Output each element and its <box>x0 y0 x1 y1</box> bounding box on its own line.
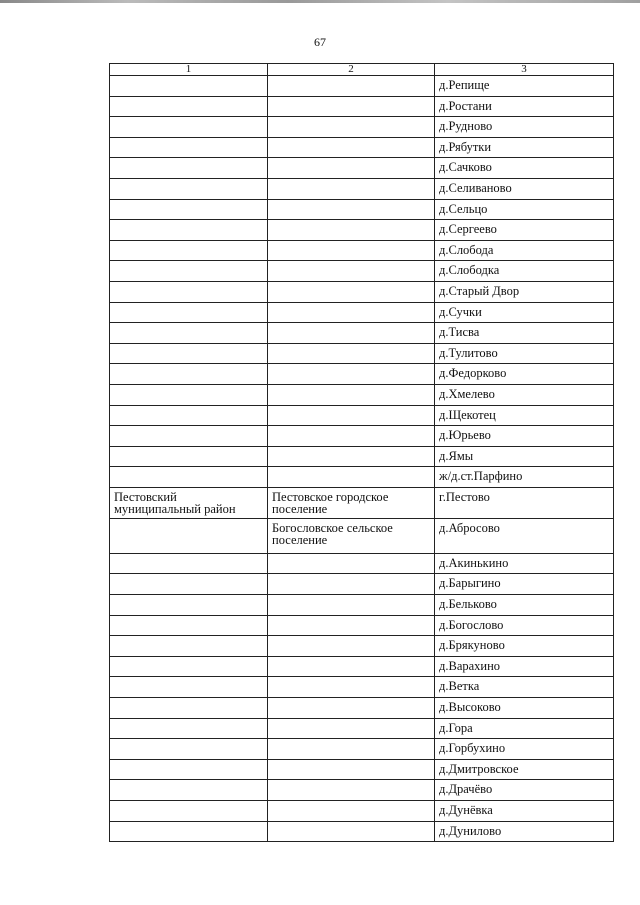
settlement-cell <box>268 426 435 447</box>
settlement-cell <box>268 615 435 636</box>
settlement-cell <box>268 76 435 97</box>
settlement-cell <box>268 137 435 158</box>
table-body-block2 <box>110 553 614 841</box>
locality-cell: д.Горбухино <box>435 739 614 760</box>
settlement-cell <box>268 739 435 760</box>
table-body-block1 <box>110 76 614 488</box>
settlement-cell <box>268 178 435 199</box>
locality-cell: д.Селиваново <box>435 178 614 199</box>
table-row <box>110 801 614 822</box>
settlement-cell <box>268 405 435 426</box>
district-cell <box>110 574 268 595</box>
locality-cell: д.Рябутки <box>435 137 614 158</box>
locality-cell: д.Абросово <box>435 518 614 553</box>
district-cell <box>110 467 268 488</box>
settlement-cell <box>268 446 435 467</box>
table-row <box>110 364 614 385</box>
district-cell <box>110 76 268 97</box>
table-row <box>110 553 614 574</box>
table-row <box>110 96 614 117</box>
settlement-cell <box>268 261 435 282</box>
locality-cell: д.Слобода <box>435 240 614 261</box>
table-row <box>110 178 614 199</box>
table-row <box>110 137 614 158</box>
table-row <box>110 718 614 739</box>
district-cell <box>110 117 268 138</box>
table-row <box>110 323 614 344</box>
district-cell <box>110 281 268 302</box>
locality-cell: д.Репище <box>435 76 614 97</box>
settlement-cell <box>268 384 435 405</box>
table-row <box>110 615 614 636</box>
district-cell <box>110 718 268 739</box>
settlement-cell <box>268 220 435 241</box>
settlement-name: Богословское сельское поселение <box>272 520 393 547</box>
settlement-cell <box>268 574 435 595</box>
district-cell <box>110 636 268 657</box>
locality-cell: д.Федорково <box>435 364 614 385</box>
settlement-cell <box>268 117 435 138</box>
locality-cell: д.Драчёво <box>435 780 614 801</box>
table-row <box>110 487 614 518</box>
settlement-cell <box>268 240 435 261</box>
column-header-1: 1 <box>110 64 268 76</box>
settlement-cell <box>268 636 435 657</box>
locality-cell: д.Тисва <box>435 323 614 344</box>
district-cell <box>110 780 268 801</box>
settlement-cell <box>268 467 435 488</box>
locality-cell: д.Акинькино <box>435 553 614 574</box>
settlement-cell <box>268 718 435 739</box>
settlement-cell <box>268 199 435 220</box>
scan-edge <box>0 0 640 3</box>
locality-cell: д.Рудново <box>435 117 614 138</box>
settlement-cell <box>268 780 435 801</box>
settlement-cell <box>268 553 435 574</box>
table-row <box>110 739 614 760</box>
settlement-cell <box>268 343 435 364</box>
locality-cell: д.Сельцо <box>435 199 614 220</box>
district-cell <box>110 801 268 822</box>
district-cell <box>110 220 268 241</box>
locality-cell: д.Ростани <box>435 96 614 117</box>
district-cell <box>110 240 268 261</box>
locality-cell: д.Хмелево <box>435 384 614 405</box>
settlement-cell <box>268 518 435 553</box>
locality-cell: д.Ямы <box>435 446 614 467</box>
table-row <box>110 117 614 138</box>
table-row <box>110 76 614 97</box>
locality-cell: д.Щекотец <box>435 405 614 426</box>
district-cell <box>110 615 268 636</box>
district-cell <box>110 426 268 447</box>
locality-cell: д.Барыгино <box>435 574 614 595</box>
district-cell <box>110 518 268 553</box>
district-cell <box>110 199 268 220</box>
settlement-cell <box>268 698 435 719</box>
locality-cell: д.Дмитровское <box>435 759 614 780</box>
settlement-cell <box>268 487 435 518</box>
table-row <box>110 158 614 179</box>
table-row <box>110 302 614 323</box>
district-cell <box>110 656 268 677</box>
locality-cell: д.Гора <box>435 718 614 739</box>
table-row <box>110 199 614 220</box>
table-row <box>110 780 614 801</box>
table-body-pestovsky <box>110 487 614 553</box>
table-row <box>110 405 614 426</box>
district-cell <box>110 405 268 426</box>
column-header-2: 2 <box>268 64 435 76</box>
settlement-cell <box>268 281 435 302</box>
district-cell <box>110 446 268 467</box>
locality-cell: г.Пестово <box>435 487 614 518</box>
district-cell <box>110 343 268 364</box>
locality-cell: д.Сергеево <box>435 220 614 241</box>
locality-cell: д.Старый Двор <box>435 281 614 302</box>
table-row <box>110 261 614 282</box>
table-row <box>110 677 614 698</box>
settlements-table <box>109 63 614 842</box>
settlement-cell <box>268 364 435 385</box>
locality-cell: д.Сачково <box>435 158 614 179</box>
district-cell <box>110 384 268 405</box>
district-cell <box>110 96 268 117</box>
district-cell <box>110 677 268 698</box>
page-number: 67 <box>314 35 326 49</box>
district-cell <box>110 821 268 842</box>
table-row <box>110 467 614 488</box>
table-row <box>110 636 614 657</box>
district-cell <box>110 698 268 719</box>
district-name: Пестовский муниципальный район <box>114 489 236 516</box>
locality-cell: д.Варахино <box>435 656 614 677</box>
table-row <box>110 343 614 364</box>
table-row <box>110 281 614 302</box>
table-row <box>110 220 614 241</box>
locality-cell: д.Юрьево <box>435 426 614 447</box>
district-cell <box>110 261 268 282</box>
district-cell <box>110 595 268 616</box>
table-row <box>110 595 614 616</box>
district-cell <box>110 739 268 760</box>
locality-cell: ж/д.ст.Парфино <box>435 467 614 488</box>
settlement-cell <box>268 323 435 344</box>
locality-cell: д.Высоково <box>435 698 614 719</box>
settlement-cell <box>268 759 435 780</box>
district-cell <box>110 759 268 780</box>
table-row <box>110 384 614 405</box>
table-row <box>110 698 614 719</box>
district-cell <box>110 364 268 385</box>
header-row <box>110 64 614 76</box>
settlement-cell <box>268 158 435 179</box>
settlement-name: Пестовское городское поселение <box>272 489 389 516</box>
locality-cell: д.Бельково <box>435 595 614 616</box>
settlement-cell <box>268 821 435 842</box>
locality-cell: д.Брякуново <box>435 636 614 657</box>
settlement-cell <box>268 677 435 698</box>
table-row <box>110 759 614 780</box>
table-row <box>110 446 614 467</box>
settlement-cell <box>268 96 435 117</box>
district-cell <box>110 158 268 179</box>
district-cell <box>110 323 268 344</box>
settlement-cell <box>268 801 435 822</box>
locality-cell: д.Тулитово <box>435 343 614 364</box>
table-row <box>110 426 614 447</box>
district-cell <box>110 553 268 574</box>
column-header-3: 3 <box>435 64 614 76</box>
district-cell <box>110 137 268 158</box>
table-row <box>110 518 614 553</box>
table-row <box>110 821 614 842</box>
locality-cell: д.Сучки <box>435 302 614 323</box>
locality-cell: д.Дунёвка <box>435 801 614 822</box>
locality-cell: д.Богослово <box>435 615 614 636</box>
table-row <box>110 656 614 677</box>
district-cell <box>110 487 268 518</box>
locality-cell: д.Слободка <box>435 261 614 282</box>
locality-cell: д.Дунилово <box>435 821 614 842</box>
district-cell <box>110 302 268 323</box>
settlement-cell <box>268 302 435 323</box>
district-cell <box>110 178 268 199</box>
locality-cell: д.Ветка <box>435 677 614 698</box>
settlement-cell <box>268 656 435 677</box>
table-row <box>110 240 614 261</box>
settlement-cell <box>268 595 435 616</box>
table-row <box>110 574 614 595</box>
